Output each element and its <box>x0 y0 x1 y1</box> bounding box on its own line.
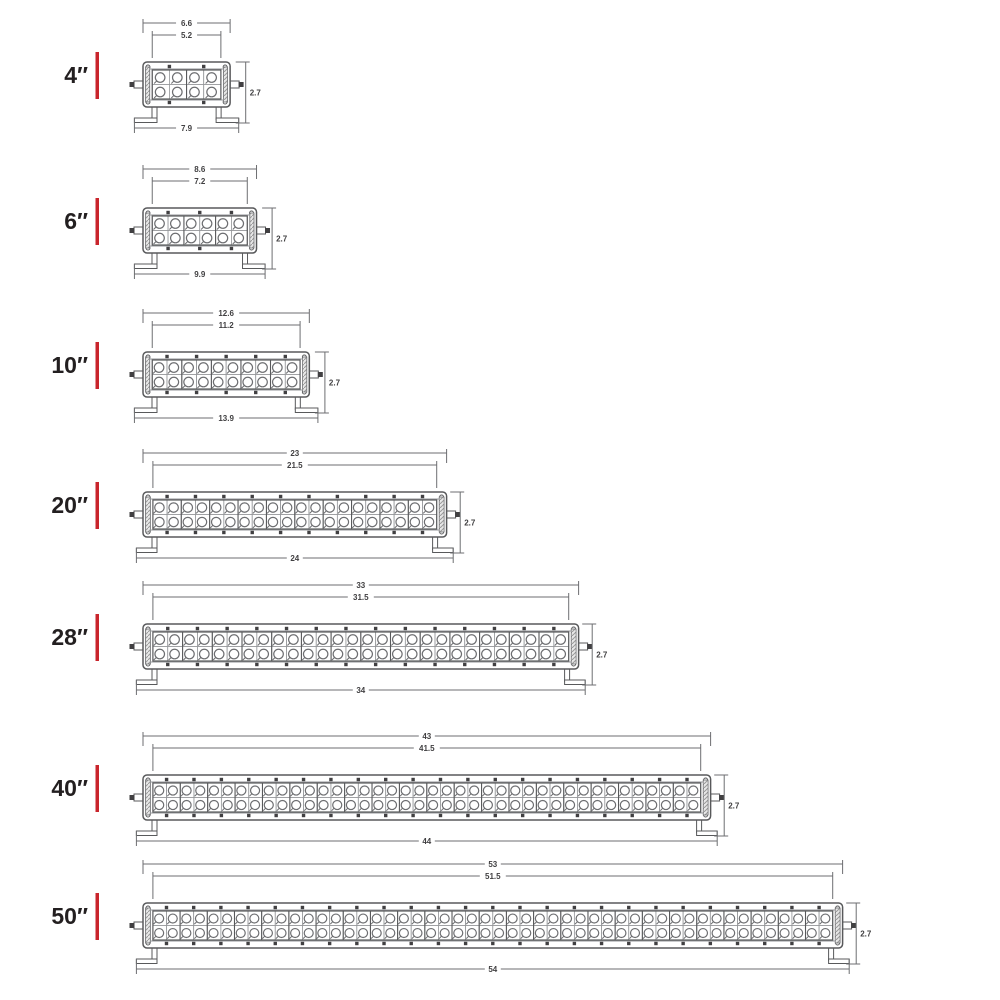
dim-lens-width <box>213 320 239 330</box>
dim-bracket-width <box>176 123 197 133</box>
led-grid <box>152 216 247 245</box>
svg-text:2.7: 2.7 <box>249 88 261 98</box>
dim-bracket-width <box>213 413 239 423</box>
dim-bracket-width <box>485 964 501 974</box>
size-label: 28″ <box>51 624 88 650</box>
dim-height <box>858 929 879 939</box>
svg-text:5.2: 5.2 <box>180 31 193 40</box>
svg-text:21.5: 21.5 <box>287 461 303 470</box>
dim-height <box>327 378 348 388</box>
lightbar-row-4 <box>64 18 269 133</box>
dim-lens-width <box>282 460 308 470</box>
dim-lens-width <box>348 592 374 602</box>
led-grid <box>152 360 300 389</box>
size-label: 10″ <box>51 352 88 378</box>
svg-text:7.9: 7.9 <box>180 124 193 133</box>
dim-top-width <box>176 18 197 28</box>
dim-lens-width <box>176 30 197 40</box>
dim-height <box>462 518 483 528</box>
svg-text:6.6: 6.6 <box>180 19 193 28</box>
svg-text:2.7: 2.7 <box>596 650 608 660</box>
svg-text:13.9: 13.9 <box>218 414 234 423</box>
svg-text:2.7: 2.7 <box>728 801 740 811</box>
svg-text:2.7: 2.7 <box>276 234 288 244</box>
dim-bracket-width <box>419 836 435 846</box>
dim-top-width <box>213 308 239 318</box>
svg-text:44: 44 <box>422 837 432 846</box>
svg-text:8.6: 8.6 <box>194 165 206 174</box>
svg-text:2.7: 2.7 <box>464 518 476 528</box>
svg-text:31.5: 31.5 <box>353 593 369 602</box>
dim-height <box>274 234 295 244</box>
svg-text:2.7: 2.7 <box>328 378 341 388</box>
svg-text:43: 43 <box>422 732 432 741</box>
lightbar-row-40 <box>51 731 747 846</box>
svg-text:54: 54 <box>488 965 498 974</box>
svg-text:51.5: 51.5 <box>485 872 501 881</box>
dim-lens-width <box>480 871 506 881</box>
svg-text:33: 33 <box>356 581 366 590</box>
svg-text:9.9: 9.9 <box>194 270 206 279</box>
lightbar-row-50 <box>51 859 879 974</box>
dim-lens-width <box>189 176 210 186</box>
dim-top-width <box>353 580 369 590</box>
lightbar-row-20 <box>51 448 483 563</box>
svg-text:23: 23 <box>290 449 300 458</box>
svg-text:2.7: 2.7 <box>860 929 872 939</box>
dim-height <box>594 650 615 660</box>
dim-bracket-width <box>287 553 303 563</box>
size-label: 6″ <box>64 208 88 234</box>
svg-text:34: 34 <box>356 686 366 695</box>
dim-top-width <box>287 448 303 458</box>
lightbar-row-28 <box>51 580 615 695</box>
size-label: 50″ <box>51 903 88 929</box>
svg-text:41.5: 41.5 <box>419 744 435 753</box>
dim-height <box>726 801 747 811</box>
size-label: 20″ <box>51 492 88 518</box>
lightbar-row-6 <box>64 164 295 279</box>
svg-text:53: 53 <box>488 860 498 869</box>
svg-text:12.6: 12.6 <box>218 309 234 318</box>
dim-top-width <box>419 731 435 741</box>
dim-bracket-width <box>353 685 369 695</box>
dim-bracket-width <box>189 269 210 279</box>
led-grid <box>153 911 833 940</box>
size-label: 40″ <box>51 775 88 801</box>
size-label: 4″ <box>64 62 88 88</box>
svg-text:24: 24 <box>290 554 300 563</box>
dim-top-width <box>189 164 210 174</box>
lightbar-row-10 <box>51 308 348 423</box>
svg-text:11.2: 11.2 <box>218 321 234 330</box>
dim-height <box>248 88 269 98</box>
svg-text:7.2: 7.2 <box>194 177 206 186</box>
dim-lens-width <box>414 743 440 753</box>
dim-top-width <box>485 859 501 869</box>
